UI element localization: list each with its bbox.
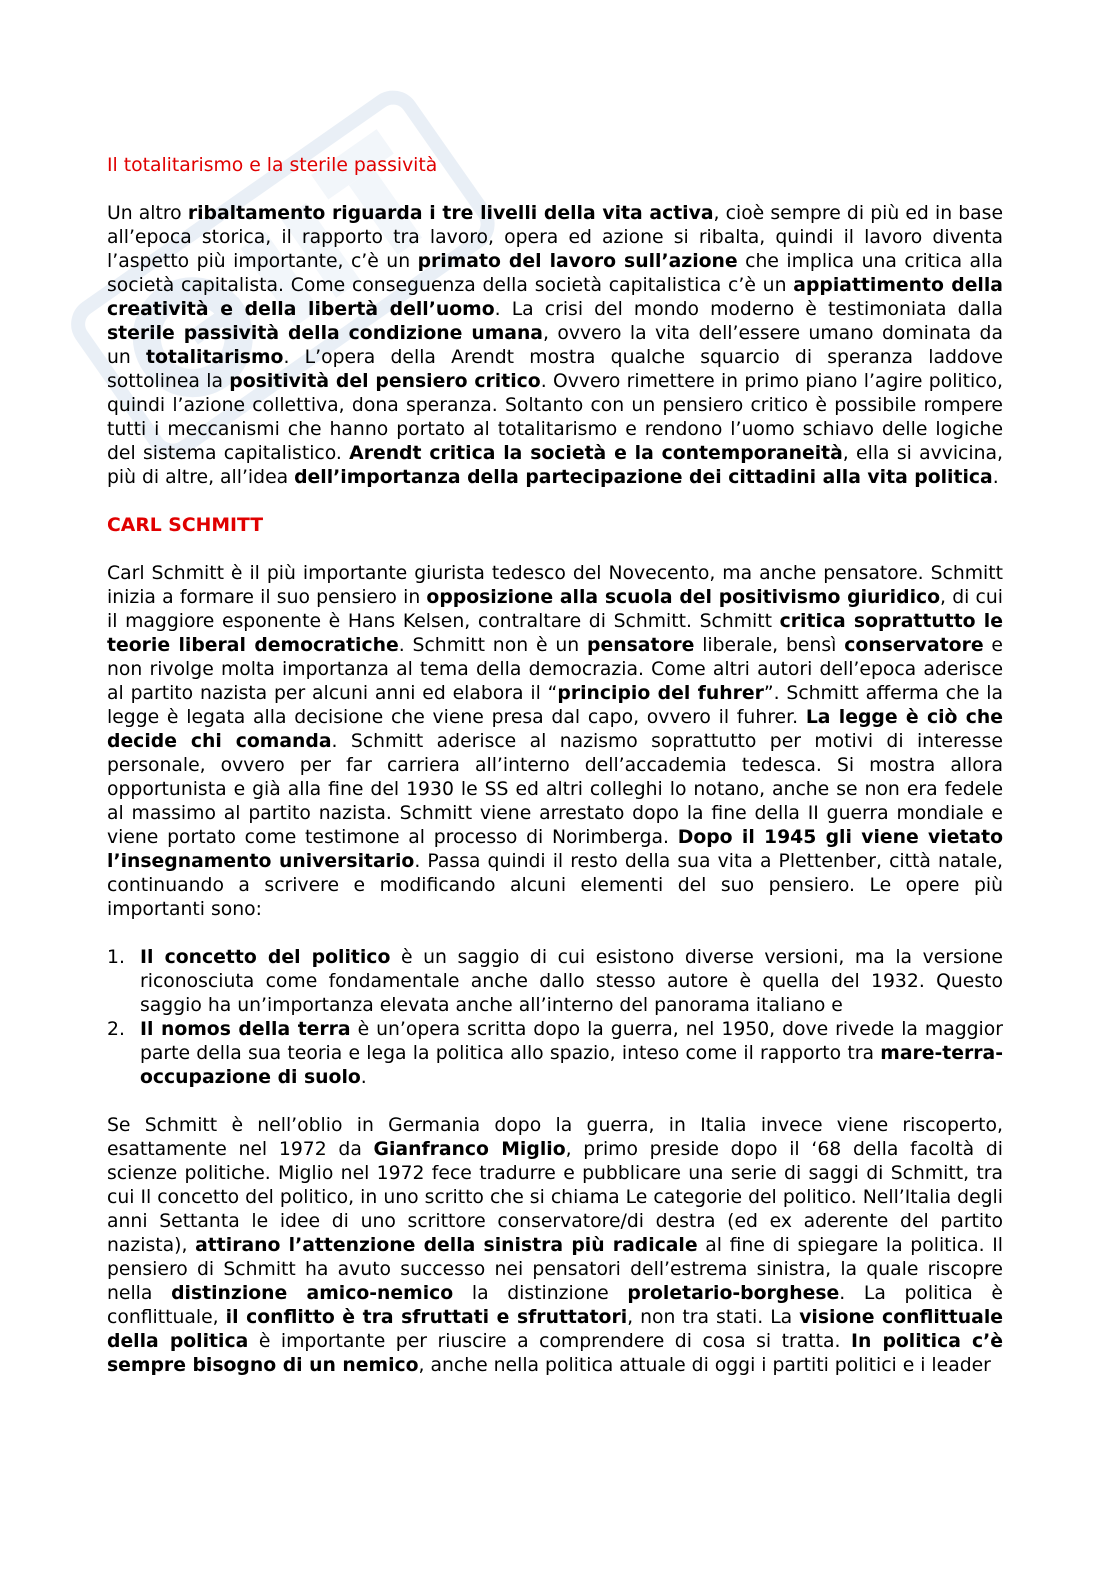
text-run: . L’opera della Arendt mostra qualche squarcio di speranza laddove sottolinea la xyxy=(107,347,1003,392)
text-run: . Schmitt aderisce al nazismo soprattutto per motivi di interesse personale, ovvero per far carriera all’interno dell’accademia tedesca. Si mostra allora opportunista e già alla fine del 1930 le SS ed altri colleghi lo notano, anche se non era fedele al massimo al partito nazista. Schmitt viene arrestato dopo la fine della II guerra mondiale e viene portato come testimone al processo di Norimberga. xyxy=(107,731,1003,848)
text-run: liberale, bensì xyxy=(694,635,845,656)
bold-text: critica soprattutto le teorie liberal democratiche xyxy=(107,611,1003,656)
bold-text: sterile passività della condizione umana xyxy=(107,323,543,344)
bold-text: conservatore xyxy=(844,635,984,656)
text-run: , anche nella politica attuale di oggi i partiti politici e i leader xyxy=(418,1355,991,1376)
bold-text: Gianfranco Miglio xyxy=(373,1139,566,1160)
bold-text: positività del pensiero critico xyxy=(229,371,541,392)
text-run: , primo preside dopo il ‘68 della facoltà di scienze politiche. Miglio nel 1972 fece tradurre e pubblicare una serie di saggi di Schmitt, tra cui Il concetto del politico, in uno scritto che si chiama Le categorie del politico. Nell’Italia degli anni Settanta le idee di uno scrittore conservatore/di destra (ed ex aderente del partito nazista), xyxy=(107,1139,1003,1256)
bold-text: primato del lavoro sull’azione xyxy=(417,251,738,272)
paragraph-arendt xyxy=(107,202,1003,490)
works-list-item xyxy=(107,1018,1003,1090)
text-run: è un saggio di cui esistono diverse versioni, ma la versione riconosciuta come fondamentale anche dallo stesso autore è quella del 1932. Questo saggio ha un’importanza elevata anche all’interno del panorama italiano e xyxy=(140,947,1003,1016)
bold-text: Arendt critica la società e la contemporaneità xyxy=(349,443,843,464)
bold-text: totalitarismo xyxy=(146,347,284,368)
section-title: Il totalitarismo e la sterile passività xyxy=(107,155,438,176)
bold-text: pensatore xyxy=(587,635,695,656)
list-number: 2. xyxy=(107,1019,125,1040)
bold-text: principio del fuhrer xyxy=(557,683,764,704)
text-run: e non rivolge molta importanza al tema della democrazia. Come altri autori dell’epoca aderisce al partito nazista per alcuni anni ed elabora il “ xyxy=(107,635,1003,704)
text-run: è un’opera scritta dopo la guerra, nel 1950, dove rivede la maggior parte della sua teoria e lega la politica allo spazio, inteso come il rapporto tra xyxy=(140,1019,1003,1064)
works-list xyxy=(107,946,1003,1090)
bold-text: La legge è ciò che decide chi comanda xyxy=(107,707,1003,752)
bold-text: Il concetto del politico xyxy=(140,947,391,968)
text-run: . La politica è conflittuale, xyxy=(107,1283,1003,1328)
text-run: , di cui il maggiore esponente è Hans Kelsen, contraltare di Schmitt. Schmitt xyxy=(107,587,1003,632)
bold-text: In politica c’è sempre bisogno di un nemico xyxy=(107,1331,1003,1376)
paragraph-schmitt-bio xyxy=(107,562,1003,922)
bold-text: proletario-borghese xyxy=(627,1283,840,1304)
bold-text: opposizione alla scuola del positivismo giuridico xyxy=(426,587,941,608)
text-run: . xyxy=(992,467,999,488)
text-run: è importante per riuscire a comprendere di cosa si tratta. xyxy=(248,1331,851,1352)
bold-text: dell’importanza della partecipazione dei cittadini alla vita politica xyxy=(294,467,993,488)
bold-text: mare-terra-occupazione di suolo xyxy=(140,1043,1003,1088)
text-run: , ella si avvicina, più di altre, all’idea xyxy=(107,443,1003,488)
bold-text: il conflitto è tra sfruttati e sfruttatori xyxy=(225,1307,628,1328)
text-run: . xyxy=(360,1067,367,1088)
text-run: . Schmitt non è un xyxy=(398,635,588,656)
text-run: Carl Schmitt è il più importante giurista tedesco del Novecento, ma anche pensatore. Schmitt inizia a formare il suo pensiero in xyxy=(107,563,1003,608)
document-body xyxy=(107,154,1003,1378)
works-list-item xyxy=(107,946,1003,1018)
text-run: che implica una critica alla società capitalista. Come conseguenza della società capitalistica c’è un xyxy=(107,251,1004,296)
text-run: Se Schmitt è nell’oblio in Germania dopo la guerra, in Italia invece viene riscoperto, esattamente nel 1972 da xyxy=(107,1115,1003,1160)
bold-text: Il nomos della terra xyxy=(140,1019,351,1040)
text-run: . Passa quindi il resto della sua vita a Plettenber, città natale, continuando a scrivere e modificando alcuni elementi del suo pensiero. Le opere più importanti sono: xyxy=(107,851,1003,920)
text-run: , ovvero la vita dell’essere umano dominata da un xyxy=(107,323,1003,368)
list-item-text xyxy=(140,947,1003,1016)
list-item-text xyxy=(140,1019,1003,1088)
list-number: 1. xyxy=(107,947,125,968)
section-heading-carl-schmitt: CARL SCHMITT xyxy=(107,515,264,536)
text-run: . La crisi del mondo moderno è testimoniata dalla xyxy=(494,299,1003,320)
text-run: Un altro xyxy=(107,203,188,224)
bold-text: Dopo il 1945 gli viene vietato l’insegnamento universitario xyxy=(107,827,1003,872)
bold-text: distinzione amico-nemico xyxy=(171,1283,454,1304)
bold-text: visione conflittuale della politica xyxy=(107,1307,1004,1352)
text-run: la distinzione xyxy=(453,1283,628,1304)
text-run: , cioè sempre di più ed in base all’epoca storica, il rapporto tra lavoro, opera ed azione si ribalta, quindi il lavoro diventa l’aspetto più importante, c’è un xyxy=(107,203,1004,272)
bold-text: ribaltamento riguarda i tre livelli della vita activa xyxy=(187,203,714,224)
text-run: . Ovvero rimettere in primo piano l’agire politico, quindi l’azione collettiva, dona speranza. Soltanto con un pensiero critico è possibile rompere tutti i meccanismi che hanno portato al totalitarismo e rendono l’uomo schiavo delle logiche del sistema capitalistico. xyxy=(107,371,1003,464)
paragraph-schmitt-italy xyxy=(107,1114,1003,1378)
bold-text: attirano l’attenzione della sinistra più radicale xyxy=(195,1235,698,1256)
bold-text: appiattimento della creatività e della libertà dell’uomo xyxy=(107,275,1003,320)
text-run: al fine di spiegare la politica. Il pensiero di Schmitt ha avuto successo nei pensatori dell’estrema sinistra, la quale riscopre nella xyxy=(107,1235,1003,1304)
text-run: , non tra stati. La xyxy=(627,1307,800,1328)
text-run: ”. Schmitt afferma che la legge è legata alla decisione che viene presa dal capo, ovvero il fuhrer. xyxy=(107,683,1004,728)
